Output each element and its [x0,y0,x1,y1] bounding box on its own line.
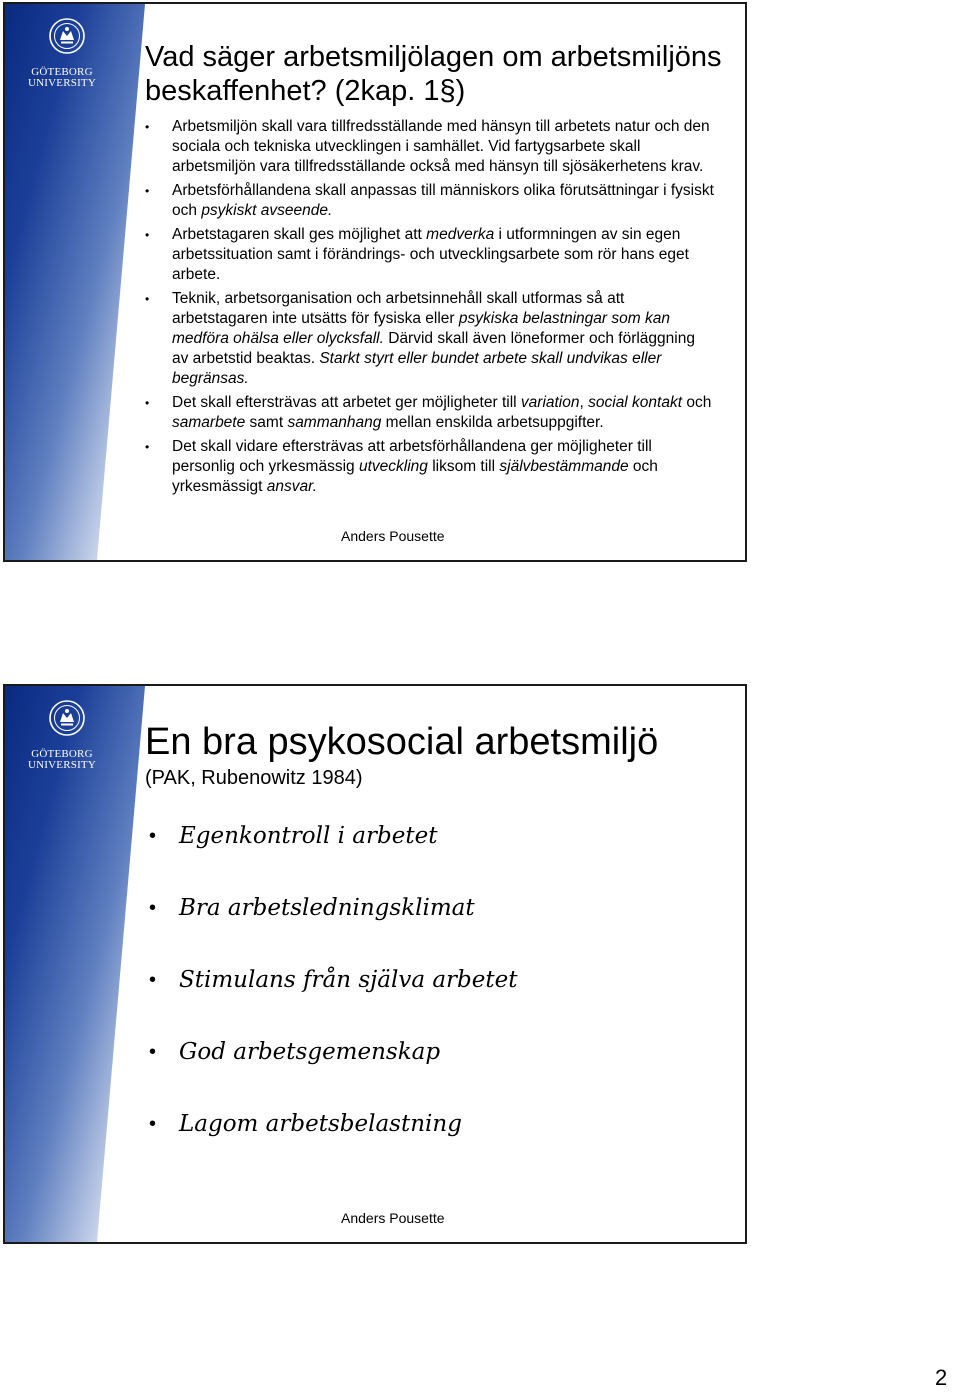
bullet-dot-icon: • [149,1041,157,1063]
list-item-text: självbestämmande [499,458,629,475]
list-item [147,814,707,886]
slide-1-footer: Anders Pousette [341,528,445,544]
list-item [145,225,715,285]
university-logo [19,700,115,780]
list-item-text: och yrkesmässigt [172,458,658,495]
bullet-dot-icon: • [149,825,157,847]
list-item-text: Egenkontroll i arbetet [179,823,438,849]
list-item [145,289,715,389]
list-item-text: och [682,394,712,411]
bullet-dot-icon: • [145,228,150,242]
list-item-text: medverka [426,226,495,243]
list-item-text: Därvid skall även löneformer och förläggning av arbetstid beaktas. [172,330,695,367]
bullet-dot-icon: • [149,1113,157,1135]
list-item-text: psykiskt avseende. [201,202,333,219]
list-item-text: Arbetsförhållandena skall anpassas till människors olika förutsättningar i fysiskt och [172,182,714,219]
list-item-text: social kontakt [588,394,683,411]
university-name-line2: UNIVERSITY [28,77,96,89]
list-item-text: liksom till [427,458,500,475]
list-item-text: Lagom arbetsbelastning [179,1111,462,1137]
bullet-dot-icon: • [145,120,150,134]
page-number: 2 [935,1365,948,1390]
list-item-text: Starkt styrt eller bundet arbete skall undvikas eller begränsas. [172,350,662,387]
bullet-dot-icon: • [145,440,150,454]
list-item-text: Arbetsmiljön skall vara tillfredsställande med hänsyn till arbetets natur och den sociala och tekniska utvecklingen i samhället. Vid fartygsarbete skall arbetsmiljön vara tillfredsställande också med hänsyn till sjösäkerhetens krav. [172,118,710,175]
list-item-text: Bra arbetsledningsklimat [179,895,475,921]
list-item-text: mellan enskilda arbetsuppgifter. [381,414,604,431]
slide-1-bullet-list [145,117,715,501]
slide-2-footer: Anders Pousette [341,1210,445,1226]
bullet-dot-icon: • [145,184,150,198]
list-item-text: sammanhang [287,414,382,431]
university-name-line1: GÖTEBORG [31,748,93,760]
list-item [147,1030,707,1102]
bullet-dot-icon: • [145,292,150,306]
university-name [19,749,105,771]
list-item [147,886,707,958]
slide-1-title: Vad säger arbetsmiljölagen om arbetsmiljöns beskaffenhet? (2kap. 1§) [145,41,722,107]
bullet-dot-icon: • [145,396,150,410]
university-name-line1: GÖTEBORG [31,66,93,78]
list-item [145,437,715,497]
list-item-text: Teknik, arbetsorganisation och arbetsinnehåll skall utformas så att arbetstagaren inte utsätts för fysiska eller [172,290,625,327]
slide-2-subtitle: (PAK, Rubenowitz 1984) [145,767,363,789]
list-item-text: ansvar. [266,478,318,495]
university-name [19,67,105,89]
list-item [145,393,715,433]
list-item-text: God arbetsgemenskap [179,1039,441,1065]
list-item-text: psykiska belastningar som kan medföra ohälsa eller olycksfall. [172,310,670,347]
list-item-text: utveckling [358,458,428,475]
list-item-text: Arbetstagaren skall ges möjlighet att [172,226,427,243]
university-logo [19,18,115,98]
list-item-text: Det skall eftersträvas att arbetet ger möjligheter till [172,394,521,411]
list-item [147,958,707,1030]
slide-2-bullet-list [147,814,707,1174]
list-item-text: Stimulans från själva arbetet [179,967,518,993]
list-item-text: samarbete [172,414,246,431]
bullet-dot-icon: • [149,897,157,919]
slide-1 [3,2,747,562]
list-item [145,117,715,177]
university-name-line2: UNIVERSITY [28,759,96,771]
list-item [145,181,715,221]
list-item-text: variation [520,394,580,411]
list-item [147,1102,707,1174]
list-item-text: Det skall vidare eftersträvas att arbetsförhållandena ger möjligheter till personlig och yrkesmässig [172,438,652,475]
university-seal-icon [49,700,85,736]
bullet-dot-icon: • [149,969,157,991]
slide-2-title: En bra psykosocial arbetsmiljö [145,721,659,763]
slide-2 [3,684,747,1244]
university-seal-icon [49,18,85,54]
list-item-text: , [579,394,589,411]
list-item-text: samt [245,414,288,431]
list-item-text: i utformningen av sin egen arbetssituation samt i förändrings- och utvecklingsarbete som rör hans eget arbete. [172,226,689,283]
